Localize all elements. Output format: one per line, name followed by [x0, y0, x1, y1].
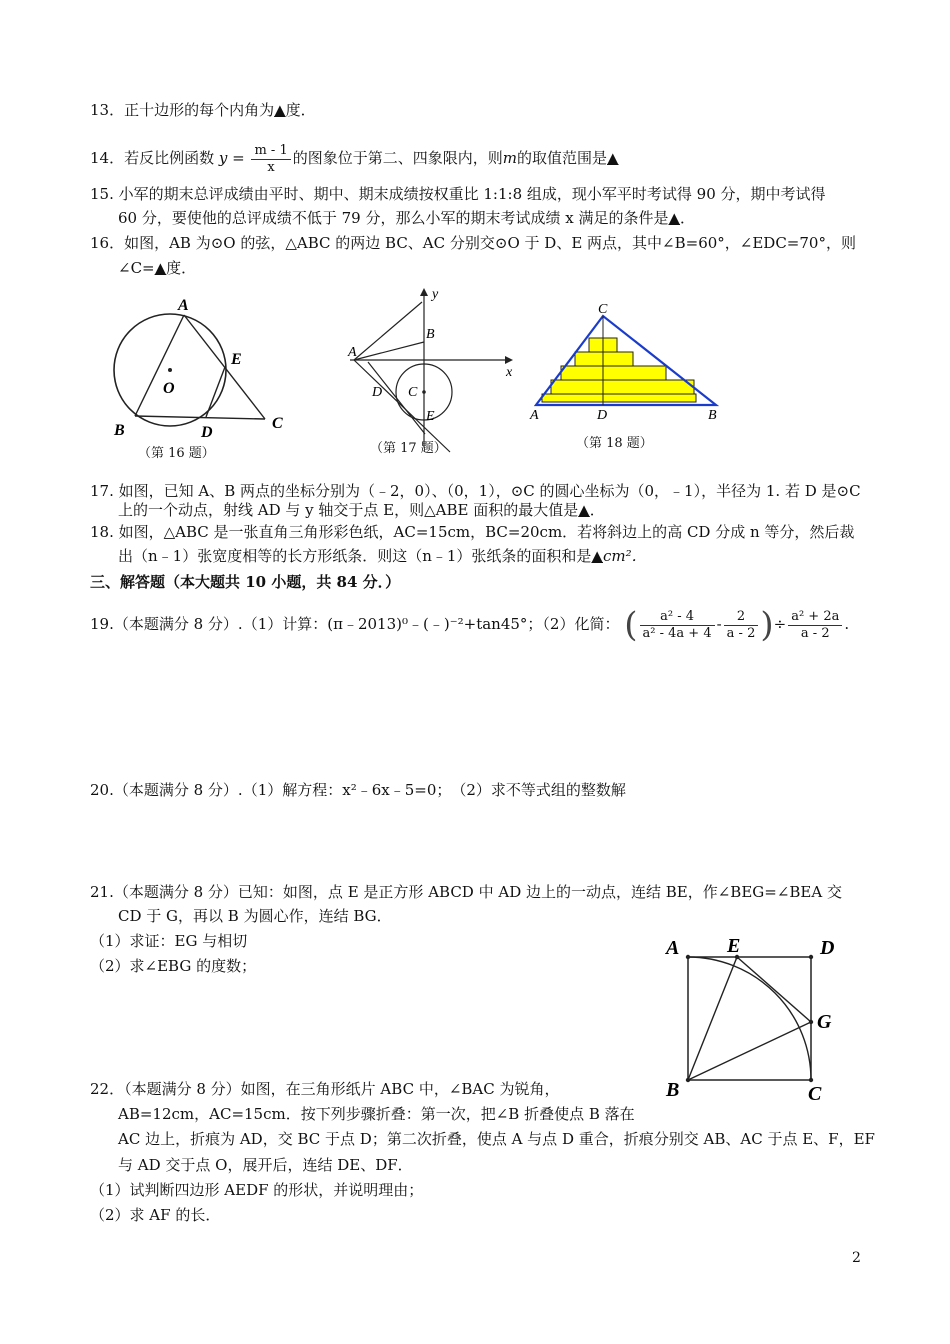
- label-O: O: [163, 380, 175, 397]
- label-A: A: [666, 937, 680, 959]
- label-E: E: [231, 351, 242, 368]
- label-G: G: [817, 1011, 832, 1033]
- label-B: B: [426, 327, 435, 342]
- caption-16: （第 16 题）: [138, 446, 215, 461]
- label-A: A: [178, 297, 189, 314]
- label-C: C: [808, 1083, 822, 1105]
- q22-line3: AC 边上，折痕为 AD，交 BC 于点 D；第二次折叠，使点 A 与点 D 重合，折痕分别交 AB、AC 于点 E、F，EF: [118, 1130, 875, 1148]
- q16-line1: 16．如图，AB 为⊙O 的弦，△ABC 的两边 BC、AC 分别交⊙O 于 D、E 两点，其中∠B=60°，∠EDC=70°，则: [90, 234, 856, 252]
- fraction-2: $\frac{2}{a - 2}$: [724, 609, 759, 642]
- q17-line1: 17. 如图，已知 A、B 两点的坐标分别为（﹣2，0）、（0，1），⊙C 的圆心坐标为（0，﹣1），半径为 1. 若 D 是⊙C: [90, 482, 861, 500]
- label-D: D: [597, 408, 608, 423]
- q17-line2: 上的一个动点，射线 AD 与 y 轴交于点 E，则△ABE 面积的最大值是▲．: [118, 501, 605, 519]
- q20: 20.（本题满分 8 分）.（1）解方程：x²﹣6x﹣5=0； （2）求不等式组的整数解: [90, 781, 626, 799]
- q21-sub2: （2）求∠EBG 的度数；: [90, 957, 257, 975]
- figure-16: [100, 290, 300, 450]
- section-heading: 三、解答题（本大题共 10 小题，共 84 分．）: [90, 573, 401, 591]
- figure-21: [660, 932, 845, 1107]
- label-A: A: [348, 345, 357, 360]
- answer-blank: ▲: [154, 259, 167, 277]
- fraction-3: $\frac{\text{a² + 2a}}{a - 2}$: [788, 609, 842, 642]
- figure-18: [528, 298, 728, 428]
- q19: 19.（本题满分 8 分）.（1）计算：(π﹣2013)⁰﹣(﹣)⁻²+tan45°；（2）化简： ( $\frac{\text{a² - 4}}{\text{a² - 4a + 4}}$ - $\frac{2}{a - 2}$ )÷ $\frac{\text{a² + 2a}}{a - 2}$ .: [90, 605, 850, 645]
- label-B: B: [666, 1079, 680, 1101]
- label-E: E: [426, 409, 435, 424]
- q15-line1: 15. 小军的期末总评成绩由平时、期中、期末成绩按权重比 1:1:8 组成，现小军平时考试得 90 分，期中考试得: [90, 185, 826, 203]
- q22-line2: AB=12cm，AC=15cm．按下列步骤折叠：第一次，把∠B 折叠使点 B 落在: [118, 1105, 635, 1123]
- q18-line2: 出（n﹣1）张宽度相等的长方形纸条．则这（n﹣1）张纸条的面积和是▲cm²．: [118, 547, 647, 565]
- label-x: x: [506, 365, 513, 380]
- label-C: C: [408, 385, 418, 400]
- fraction-1: $\frac{\text{a² - 4}}{\text{a² - 4a + 4}}$: [640, 609, 715, 642]
- label-D: D: [201, 424, 213, 441]
- answer-blank: ▲: [274, 101, 286, 119]
- q18-line1: 18. 如图，△ABC 是一张直角三角形彩色纸，AC=15cm，BC=20cm．若将斜边上的高 CD 分成 n 等分，然后裁: [90, 523, 855, 541]
- label-B: B: [114, 422, 125, 439]
- answer-blank: ▲: [668, 209, 681, 227]
- fraction: $\frac{m - 1}{x}$: [251, 143, 290, 176]
- answer-blank: ▲: [591, 547, 603, 565]
- q22-sub2: （2）求 AF 的长．: [90, 1206, 221, 1224]
- figure-17: [340, 282, 530, 457]
- q15-line2: 60 分，要使他的总评成绩不低于 79 分，那么小军的期末考试成绩 x 满足的条件是▲．: [118, 209, 696, 227]
- q13: 13．正十边形的每个内角为▲度．: [90, 101, 316, 119]
- q22-sub1: （1）试判断四边形 AEDF 的形状，并说明理由；: [90, 1181, 424, 1199]
- answer-blank: ▲: [578, 501, 590, 519]
- q14: 14．若反比例函数 y = $\frac{m - 1}{x}$ 的图象位于第二、四象限内，则m的取值范围是▲: [90, 142, 619, 175]
- q21-sub1: （1）求证：EG 与相切: [90, 932, 248, 950]
- q22-line1: 22．（本题满分 8 分）如图，在三角形纸片 ABC 中，∠BAC 为锐角，: [90, 1080, 560, 1098]
- caption-18: （第 18 题）: [576, 436, 653, 451]
- label-y: y: [432, 287, 439, 302]
- label-D: D: [820, 937, 835, 959]
- label-B: B: [708, 408, 717, 423]
- label-E: E: [727, 935, 741, 957]
- page-number: 2: [852, 1250, 861, 1266]
- caption-17: （第 17 题）: [370, 441, 447, 456]
- q16-line2: ∠C=▲度．: [118, 259, 197, 277]
- q21-line1: 21.（本题满分 8 分）已知：如图，点 E 是正方形 ABCD 中 AD 边上的一动点，连结 BE，作∠BEG=∠BEA 交: [90, 883, 842, 901]
- label-D: D: [372, 385, 383, 400]
- q21-line2: CD 于 G，再以 B 为圆心作，连结 BG．: [118, 907, 392, 925]
- label-A: A: [530, 408, 539, 423]
- q22-line4: 与 AD 交于点 O，展开后，连结 DE、DF．: [118, 1156, 413, 1174]
- answer-blank: ▲: [607, 149, 619, 167]
- label-C: C: [272, 415, 283, 432]
- label-C: C: [598, 302, 608, 317]
